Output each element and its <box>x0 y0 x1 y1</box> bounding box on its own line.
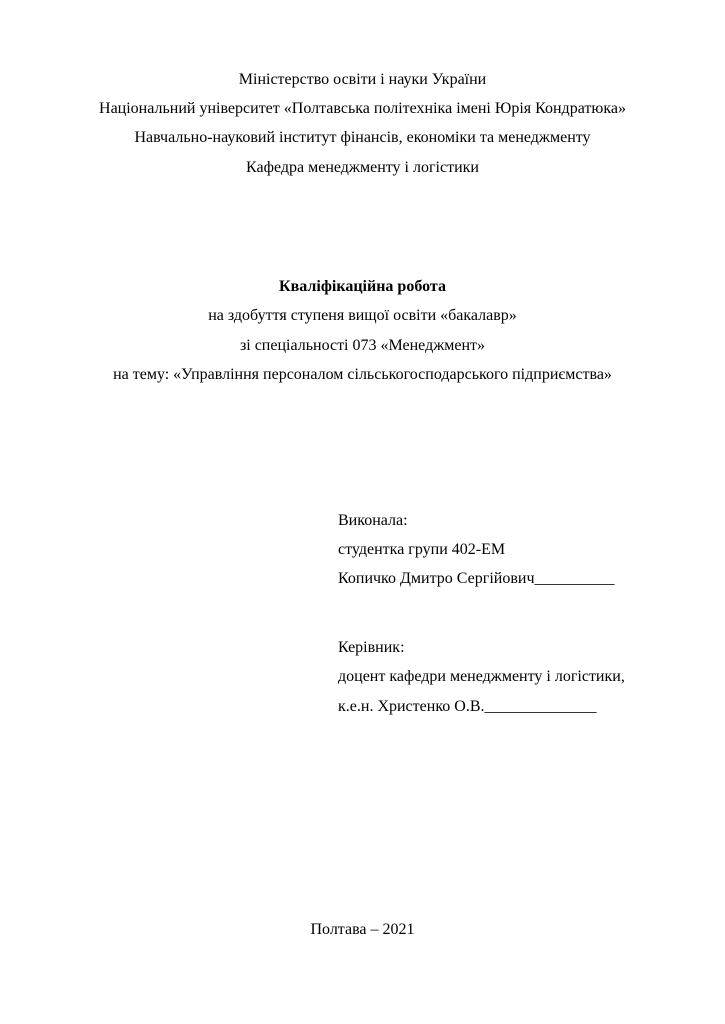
author-group: студентка групи 402-ЕМ <box>338 541 506 558</box>
author-label: Виконала: <box>338 512 408 529</box>
supervisor-label: Керівник: <box>338 639 405 656</box>
document-title: Кваліфікаційна робота <box>279 278 446 295</box>
header-department: Кафедра менеджменту і логістики <box>246 159 479 176</box>
topic-line: на тему: «Управління персоналом сільськогосподарського підприємства» <box>113 366 612 383</box>
header-university: Національний університет «Полтавська політехніка імені Юрія Кондратюка» <box>99 100 626 117</box>
degree-line: на здобуття ступеня вищої освіти «бакалавр» <box>208 307 517 324</box>
header-ministry: Міністерство освіти і науки України <box>238 71 487 88</box>
author-name: Копичко Дмитро Сергійович__________ <box>338 570 615 587</box>
supervisor-position: доцент кафедри менеджменту і логістики, <box>338 668 625 685</box>
city-year: Полтава – 2021 <box>310 921 415 938</box>
header-institute: Навчально-науковий інститут фінансів, економіки та менеджменту <box>134 129 591 146</box>
specialty-line: зі спеціальності 073 «Менеджмент» <box>239 337 486 354</box>
supervisor-name: к.е.н. Христенко О.В.______________ <box>338 698 597 715</box>
